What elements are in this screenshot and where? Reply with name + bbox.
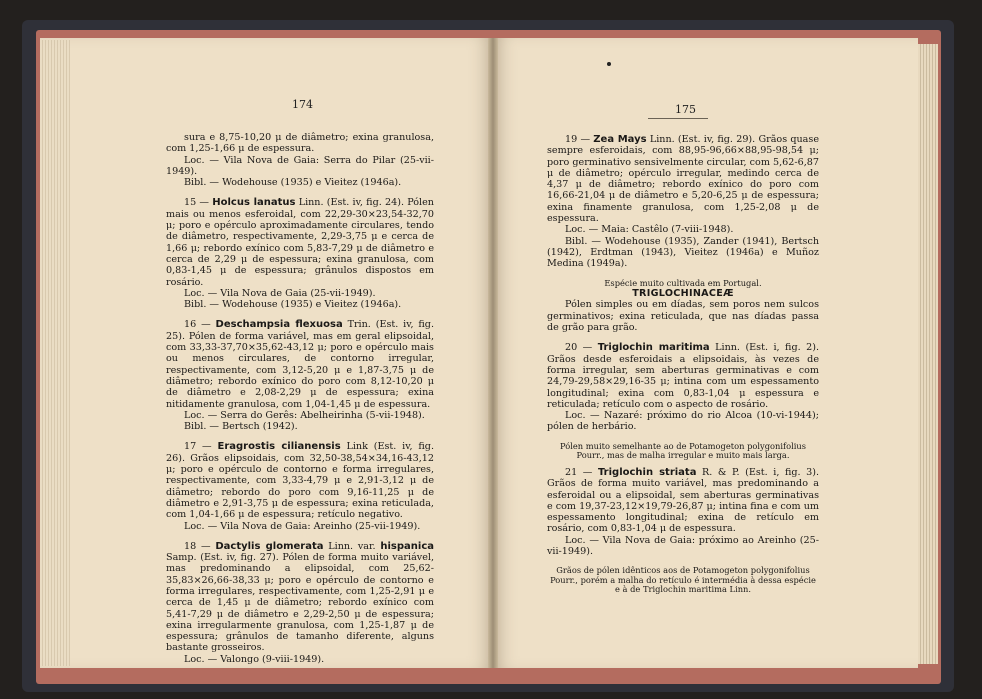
species-name: Triglochin striata [597, 466, 697, 478]
text-paragraph [166, 421, 434, 432]
text-paragraph [166, 177, 434, 188]
entry-number: 20 — [565, 342, 598, 354]
paragraph-text: Bibl. — Wodehouse (1935), Zander (1941), Bertsch (1942), Erdtman (1943), Vieitez (1946a) e Muñoz Medina (1949a). [547, 235, 819, 270]
page-number-rule [648, 118, 708, 119]
text-paragraph [547, 410, 819, 433]
paragraph-text: Loc. — Vila Nova de Gaia: Serra do Pilar (25-vii-1949). [166, 154, 434, 177]
species-note: Pólen muito semelhante ao de Potamogeton polygonifolius Pourr., mas de malha irregular e muito mais larga. [559, 440, 806, 461]
left-page-text [166, 132, 434, 674]
paragraph-text: R. & P. (Est. i, fig. 3). Grãos de forma muito variável, mas predominando a esferoidal ou a elipsoidal, sem aberturas germinativas e com 19,37-23,12×19,79-26,87 μ; intina fina e com um espessamento longitudinal; exina de retículo em rosário, com 0,83-1,04 μ de espessura. [547, 466, 820, 535]
paragraph-text: Loc. — Serra do Gerês: Abelheirinha (5-vii-1948). [184, 409, 425, 421]
species-note: Espécie muito cultivada em Portugal. [604, 277, 762, 288]
paragraph-text: Loc. — Vila Nova de Gaia (25-vii-1949). [184, 287, 376, 299]
paragraph-text: Loc. — Vila Nova de Gaia: Areinho (25-vii-1949). [184, 520, 421, 532]
entry-number: 17 — [184, 441, 218, 453]
paragraph-text: Linn. (Est. iv, fig. 29). Grãos quase sempre esferoidais, com 88,95-96,66×88,95-98,54 μ; poro germinativo sensivelmente circular, com 5,62-6,87 μ de diâmetro; opérculo irregular, medindo cerca de 4,37 μ de diâmetro; rebordo exínico do poro com 16,66-21,04 μ de diâmetro e 5,20-6,25 μ de espessura; exina finamente granulosa, com 1,25-2,08 μ de espessura. [547, 134, 819, 225]
paragraph-text: Loc. — Valongo (9-viii-1949). [184, 653, 325, 665]
text-paragraph [166, 132, 434, 155]
paragraph-text: Linn. (Est. iv, fig. 24). Pólen mais ou menos esferoidal, com 22,29-30×23,54-32,70 μ; poro e opérculo aproximadamente circulares, tendo de diâmetro, respectivamente, 2,29-3,75 μ e cerca de 1,66 μ; rebordo exínico com 5,83-7,29 μ de diâmetro e cerca de 2,29 μ de espessura; exina granulosa, com 0,83-1,45 μ de espessura; grânulos dispostos em rosário. [166, 197, 434, 288]
species-entry [166, 441, 434, 520]
book-gutter [488, 38, 498, 668]
paragraph-text: Pólen simples ou em díadas, sem poros nem sulcos germinativos; exina reticulada, que nas díadas passa de grão para grão. [547, 299, 819, 334]
left-page-number: 174 [292, 98, 313, 111]
paragraph-text: Bibl. — Wodehouse (1935) e Vieitez (1946a). [184, 177, 402, 189]
paragraph-text: Bibl. — Wodehouse (1935) e Vieitez (1946a). [184, 299, 402, 311]
species-entry [166, 541, 434, 654]
species-note: Grãos de pólen idênticos aos de Potamogeton polygonifolius Pourr., porém a malha do retículo é intermédia à dessa espécie e à de Triglochin maritima Linn. [550, 565, 816, 595]
family-heading: TRIGLOCHINACEÆ [632, 288, 734, 300]
text-paragraph [166, 299, 434, 310]
paragraph-text: Linn. (Est. i, fig. 2). Grãos desde esferoidais a elipsoidais, às vezes de forma irregular, sem aberturas germinativas e com 24,79-29,58×29,16-35 μ; intina com um espessamento longitudinal; exina com 0,83-1,04 μ espessura e reticulada; retículo com o aspecto de rosário. [547, 342, 819, 410]
text-paragraph [166, 654, 434, 665]
species-entry [166, 319, 434, 409]
species-name: Zea Mays [593, 134, 647, 145]
paragraph-text: Bibl. — Bertsch (1942). [184, 421, 298, 433]
species-entry [547, 342, 819, 410]
species-name: Eragrostis cilianensis [217, 441, 341, 453]
paragraph-text: sura e 8,75-10,20 μ de diâmetro; exina granulosa, com 1,25-1,66 μ de espessura. [166, 132, 434, 155]
entry-number: 18 — [184, 540, 216, 552]
variety-name: hispanica [380, 540, 435, 552]
text-paragraph [547, 236, 819, 270]
right-page-edges [918, 44, 938, 664]
entry-number: 15 — [184, 197, 213, 209]
text-paragraph [166, 521, 434, 532]
species-name: Holcus lanatus [212, 197, 296, 209]
species-name: Deschampsia flexuosa [215, 319, 343, 331]
paragraph-text: Link (Est. iv, fig. 26). Grãos elipsoidais, com 32,50-38,54×34,16-43,12 μ; poro e opérculo de contorno e forma irregulares, respectivamente, com 3,33-4,79 μ e 2,91-3,12 μ de diâmetro; rebordo do poro com 9,16-11,25 μ de diâmetro e 2,91-3,75 μ de espessura; exina reticulada, com 1,04-1,66 μ de espessura; retículo negativo. [166, 441, 434, 521]
text-paragraph [166, 410, 434, 421]
text-paragraph [166, 288, 434, 299]
text-paragraph [547, 224, 819, 235]
text-paragraph [166, 155, 434, 178]
entry-number: 21 — [565, 466, 598, 478]
paragraph-text: Trin. (Est. iv, fig. 25). Pólen de forma variável, mas em geral elipsoidal, com 33,33-37,70×35,62-43,12 μ; poro e opérculo mais ou menos circulares, de contorno irregular, respectivamente, com 3,12-5,20 μ e 1,87-3,75 μ de diâmetro; rebordo exínico do poro com 8,12-10,20 μ de diâmetro e 2,08-2,29 μ de espessura; exina nitidamente granulosa, com 1,04-1,45 μ de espessura. [166, 319, 434, 410]
page-mark [607, 62, 611, 66]
species-entry [547, 134, 819, 224]
entry-number: 16 — [184, 319, 216, 331]
species-entry [547, 467, 819, 535]
species-name: Dactylis glomerata [215, 540, 324, 552]
text-paragraph [547, 535, 819, 558]
right-page-text [547, 134, 819, 595]
species-name: Triglochin maritima [597, 342, 710, 354]
paragraph-text: Loc. — Nazaré: próximo do rio Alcoa (10-vi-1944); pólen de herbário. [547, 410, 819, 433]
right-page-number: 175 [675, 103, 696, 116]
paragraph-text: Samp. (Est. iv, fig. 27). Pólen de forma muito variável, mas predominando a elipsoidal, com 25,62-35,83×26,66-38,33 μ; poro e opérculo de contorno e forma irregulares, respectivamente, com 1,25-2,91 μ e cerca de 1,45 μ de diâmetro; rebordo exínico com 5,41-7,29 μ de diâmetro e 2,29-2,50 μ de espessura; exina irregularmente granulosa, com 1,25-1,87 μ de espessura; grânulos de tamanho diferente, alguns bastante grosseiros. [166, 552, 434, 654]
left-page-edges [40, 40, 70, 666]
paragraph-text: Linn. var. [323, 540, 381, 552]
paragraph-text: Loc. — Maia: Castêlo (7-viii-1948). [565, 224, 734, 236]
species-entry [166, 197, 434, 287]
entry-number: 19 — [565, 134, 594, 145]
paragraph-text: Loc. — Vila Nova de Gaia: próximo ao Areinho (25-vii-1949). [547, 534, 819, 557]
text-paragraph [547, 299, 819, 333]
